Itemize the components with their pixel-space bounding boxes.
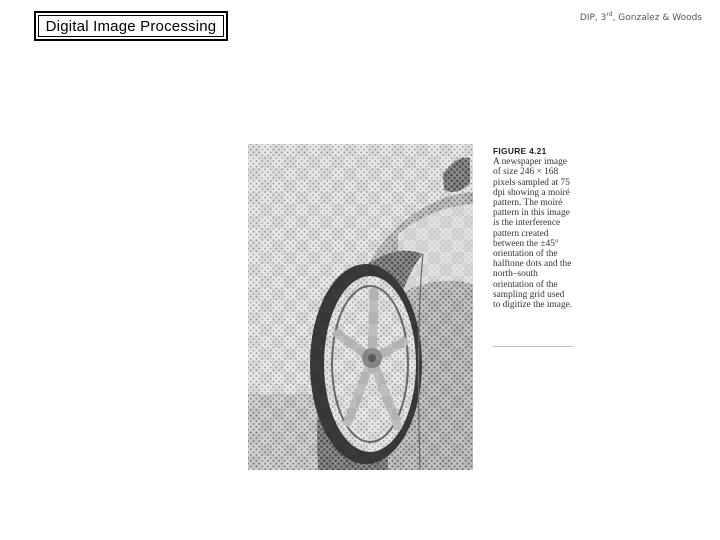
figure-caption-text: A newspaper image of size 246 × 168 pixels sampled at 75 dpi showing a moiré pattern. The moiré pattern in this image is the interference pattern created between the ±45° orientation of the halftone dots and the north–south orientation of the sampling grid used to digitize the image. [493, 157, 573, 311]
figure-caption [493, 146, 573, 310]
header-reference [580, 11, 702, 23]
caption-rule [493, 346, 573, 347]
slide-title: Digital Image Processing [38, 15, 224, 37]
slide-title-box [34, 11, 228, 41]
header-ref-prefix: DIP, 3 [579, 13, 607, 23]
moire-newspaper-image [248, 144, 473, 470]
figure-label: FIGURE 4.21 [493, 146, 547, 156]
header-ref-sup: rd [606, 11, 613, 18]
header-ref-suffix: , Gonzalez & Woods [612, 13, 702, 23]
